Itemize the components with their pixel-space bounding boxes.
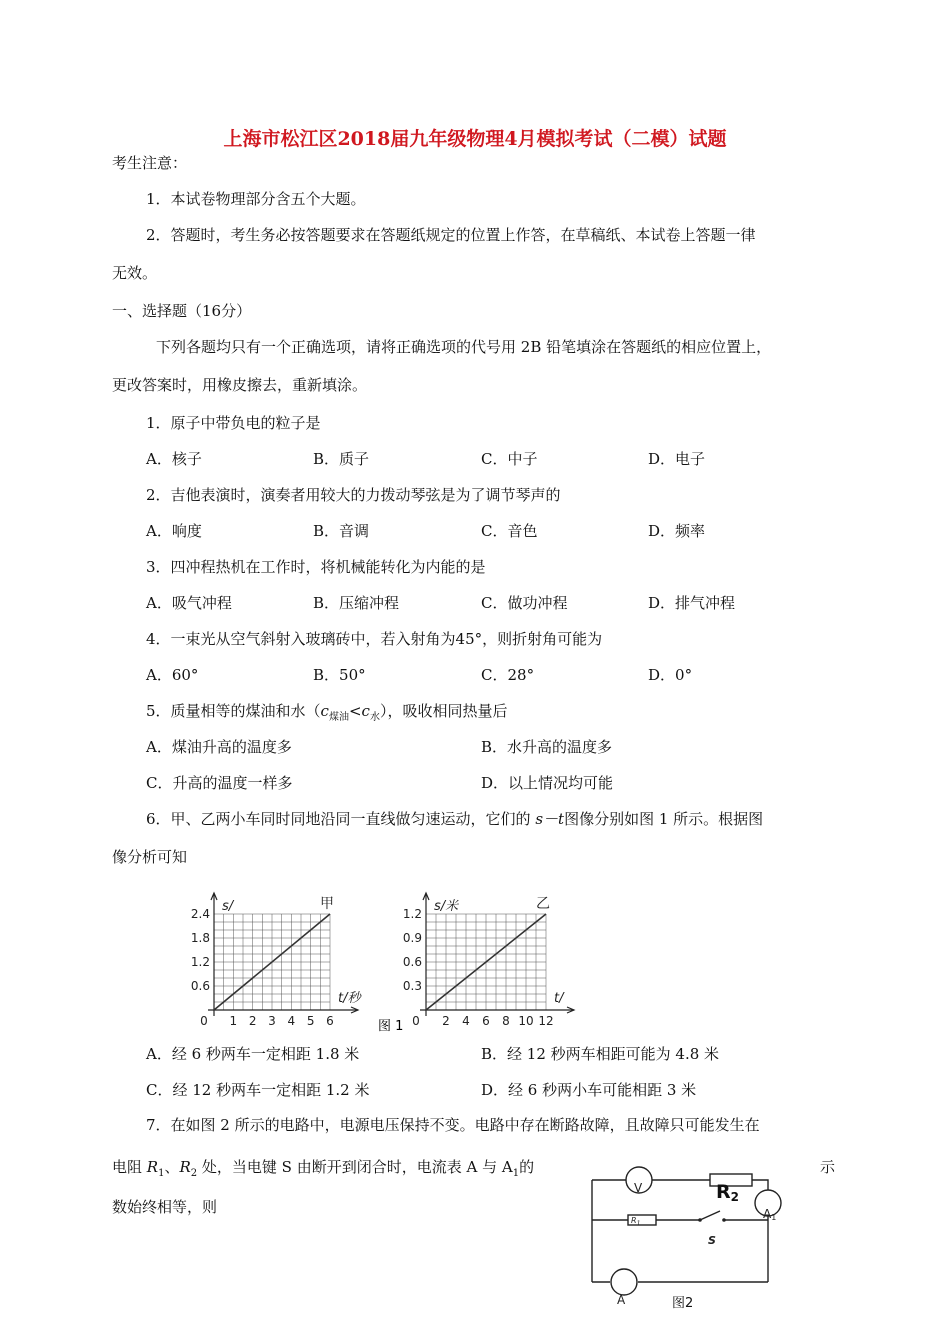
question-4-stem: 4．一束光从空气斜射入玻璃砖中，若入射角为45°，则折射角可能为 <box>146 630 603 648</box>
q3-option-a: A．吸气冲程 <box>146 594 232 612</box>
q6-option-c: C．经 12 秒两车一定相距 1.2 米 <box>146 1081 370 1099</box>
jia-x-label: t/秒 <box>338 991 361 1006</box>
q1-option-a: A．核子 <box>146 450 202 468</box>
r1-label: $R_1$ <box>631 1216 641 1227</box>
q3-option-d: D．排气冲程 <box>648 594 736 612</box>
jia-x-tick-label: 4 <box>287 1014 296 1028</box>
yi-y-tick-label: 1.2 <box>402 907 422 921</box>
chart-yi <box>403 893 574 1028</box>
r2-label: R2 <box>716 1181 739 1204</box>
figure-2-caption: 图2 <box>672 1296 694 1311</box>
yi-origin-label: 0 <box>412 1014 420 1028</box>
jia-x-tick-label: 5 <box>306 1014 315 1028</box>
yi-x-tick-label: 12 <box>538 1014 554 1028</box>
ammeter-a-icon <box>611 1269 637 1295</box>
q3-option-b: B．压缩冲程 <box>313 594 400 612</box>
jia-y-tick-label: 2.4 <box>190 907 210 921</box>
figure-1 <box>180 890 600 1040</box>
switch-label: S <box>708 1234 716 1247</box>
chart-jia <box>191 893 364 1028</box>
question-7-stem-2-end: 示 <box>820 1158 836 1176</box>
q4-option-d: D．0° <box>648 666 693 684</box>
yi-x-tick-label: 4 <box>462 1014 470 1028</box>
q6-option-a: A．经 6 秒两车一定相距 1.8 米 <box>146 1045 360 1063</box>
jia-y-tick-label: 1.8 <box>190 931 210 945</box>
q1-option-b: B．质子 <box>313 450 370 468</box>
jia-x-tick-label: 1 <box>229 1014 238 1028</box>
question-3-stem: 3．四冲程热机在工作时，将机械能转化为内能的是 <box>146 558 486 576</box>
switch-contact <box>722 1218 726 1222</box>
q3-option-c: C．做功冲程 <box>481 594 568 612</box>
question-6-stem-2: 像分析可知 <box>112 848 188 866</box>
switch-pivot <box>698 1218 702 1222</box>
q6-option-b: B．经 12 秒两车相距可能为 4.8 米 <box>481 1045 720 1063</box>
jia-x-tick-label: 6 <box>326 1014 334 1028</box>
question-2-stem: 2．吉他表演时，演奏者用较大的力拨动琴弦是为了调节琴声的 <box>146 486 561 504</box>
yi-x-tick-label: 8 <box>502 1014 510 1028</box>
question-7-stem-2: 电阻 $R_1$、$R_2$ 处，当电键 S 由断开到闭合时，电流表 A 与 $A_1$的 <box>112 1158 535 1179</box>
yi-y-tick-label: 0.9 <box>402 931 422 945</box>
q2-option-a: A．响度 <box>146 522 202 540</box>
yi-y-tick-label: 0.3 <box>402 979 422 993</box>
q6-option-d: D．经 6 秒两小车可能相距 3 米 <box>481 1081 697 1099</box>
jia-x-tick-label: 3 <box>268 1014 276 1028</box>
q5-option-d: D．以上情况均可能 <box>481 774 614 792</box>
q1-option-c: C．中子 <box>481 450 538 468</box>
question-1-stem: 1．原子中带负电的粒子是 <box>146 414 321 432</box>
voltmeter-label: V <box>634 1181 643 1195</box>
q5-option-b: B．水升高的温度多 <box>481 738 613 756</box>
yi-y-label: s/米 <box>434 899 459 914</box>
ammeter-a1-label: A1 <box>763 1207 777 1222</box>
jia-y-tick-label: 1.2 <box>190 955 210 969</box>
notice-item-2-cont: 无效。 <box>112 264 158 282</box>
section-instruction-1: 下列各题均只有一个正确选项，请将正确选项的代号用 2B 铅笔填涂在答题纸的相应位置上， <box>156 338 772 356</box>
yi-x-tick-label: 6 <box>482 1014 490 1028</box>
jia-chart-title: 甲 <box>320 896 334 912</box>
question-7-stem-3: 数始终相等，则 <box>112 1198 218 1216</box>
notice-item-2: 2．答题时，考生务必按答题要求在答题纸规定的位置上作答，在草稿纸、本试卷上答题一律 <box>146 226 756 244</box>
yi-x-label: t/ <box>554 991 564 1006</box>
yi-x-tick-label: 10 <box>518 1014 534 1028</box>
notice-item-1: 1．本试卷物理部分含五个大题。 <box>146 190 366 208</box>
figure-1-caption: 图 1 <box>378 1019 404 1034</box>
jia-origin-label: 0 <box>200 1014 208 1028</box>
question-6-stem-1: 6．甲、乙两小车同时同地沿同一直线做匀速运动，它们的 s－t图像分别如图 1 所示。根据图 <box>146 810 764 828</box>
yi-x-tick-label: 2 <box>442 1014 450 1028</box>
circuit-wire-top <box>592 1180 768 1190</box>
q5-option-c: C．升高的温度一样多 <box>146 774 293 792</box>
switch-s-icon <box>700 1211 720 1220</box>
yi-chart-title: 乙 <box>536 896 550 912</box>
jia-x-tick-label: 2 <box>248 1014 257 1028</box>
question-7-stem-1: 7．在如图 2 所示的电路中，电源电压保持不变。电路中存在断路故障，且故障只可能发生在 <box>146 1116 760 1134</box>
q2-option-b: B．音调 <box>313 522 370 540</box>
q4-option-c: C．28° <box>481 666 535 684</box>
section-instruction-2: 更改答案时，用橡皮擦去，重新填涂。 <box>112 376 368 394</box>
q2-option-c: C．音色 <box>481 522 538 540</box>
section-heading: 一、选择题（16分） <box>112 302 252 320</box>
figure-2-circuit <box>580 1158 810 1308</box>
jia-y-tick-label: 0.6 <box>190 979 210 993</box>
page-title: 上海市松江区2018届九年级物理4月模拟考试（二模）试题 <box>223 128 727 150</box>
question-5-stem: 5．质量相等的煤油和水$(c_{煤油}<c_水)$，吸收相同热量后 <box>146 702 508 723</box>
jia-y-label: s/ <box>222 899 234 914</box>
q5-option-a: A．煤油升高的温度多 <box>146 738 292 756</box>
q2-option-d: D．频率 <box>648 522 706 540</box>
q4-option-b: B．50° <box>313 666 366 684</box>
q1-option-d: D．电子 <box>648 450 706 468</box>
notice-heading: 考生注意： <box>112 154 188 172</box>
ammeter-a-label: A <box>617 1293 626 1307</box>
q4-option-a: A．60° <box>146 666 199 684</box>
yi-y-tick-label: 0.6 <box>402 955 422 969</box>
